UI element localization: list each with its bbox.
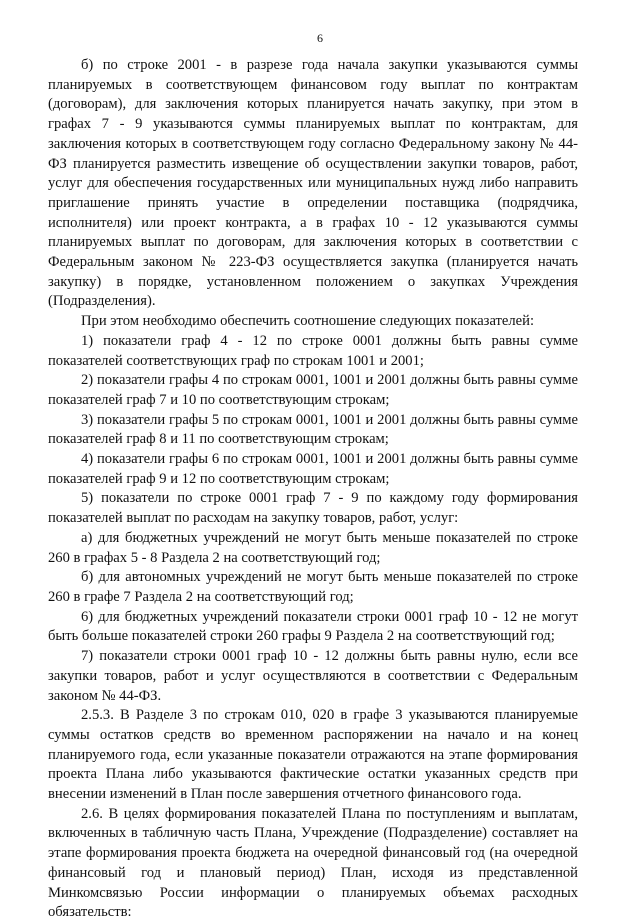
- paragraph-rule-7: 7) показатели строки 0001 граф 10 - 12 должны быть равны нулю, если все закупки товаров, работ и услуг осуществляются в соответствии с Федеральным законом № 44-ФЗ.: [48, 648, 578, 704]
- page-number: 6: [317, 31, 323, 45]
- paragraph-rule-2: 2) показатели графы 4 по строкам 0001, 1001 и 2001 должны быть равны сумме показателей граф 7 и 10 по соответствующим строкам;: [48, 372, 578, 408]
- paragraph-2-6: 2.6. В целях формирования показателей Плана по поступлениям и выплатам, включенных в табличную часть Плана, Учреждение (Подразделение) составляет на этапе формирования проекта бюджета на очередной финансовый год (на очередной финансовый год и плановый период) План, исходя из представленной Минкомсвязью России информации о планируемых объемах расходных обязательств:: [48, 805, 578, 921]
- paragraph-b-row-2001: б) по строке 2001 - в разрезе года начала закупки указываются суммы планируемых в соответствующем финансовом году выплат по контрактам (договорам), для заключения которых планируется начать закупку, при этом в графах 7 - 9 указываются суммы планируемых выплат по контрактам, для заключения которых в соответствующем году согласно Федеральному закону № 44-ФЗ планируется разместить извещение об осуществлении закупки товаров, работ, услуг для обеспечения государственных или муниципальных нужд либо направить приглашение принять участие в определении поставщика (подрядчика, исполнителя) или проект контракта, а в графах 10 - 12 указываются суммы планируемых выплат по договорам, для заключения которых в соответствии с Федеральным законом № 223-ФЗ осуществляется закупка (планируется начать закупку) в порядке, установленном положением о закупках Учреждения (Подразделения).: [48, 57, 578, 310]
- paragraph-ratio-intro: При этом необходимо обеспечить соотношение следующих показателей:: [81, 313, 535, 330]
- paragraph-rule-5: 5) показатели по строке 0001 граф 7 - 9 по каждому году формирования показателей выплат по расходам на закупку товаров, работ, услуг:: [48, 490, 578, 527]
- document-body: [48, 56, 578, 923]
- paragraph-rule-5b: б) для автономных учреждений не могут быть меньше показателей по строке 260 в графе 7 Раздела 2 на соответствующий год;: [48, 569, 578, 605]
- paragraph-rule-3: 3) показатели графы 5 по строкам 0001, 1001 и 2001 должны быть равны сумме показателей граф 8 и 11 по соответствующим строкам;: [48, 411, 578, 448]
- paragraph-rule-5a: а) для бюджетных учреждений не могут быть меньше показателей по строке 260 в графах 5 - 8 Раздела 2 на соответствующий год;: [48, 529, 578, 566]
- paragraph-2-5-3: 2.5.3. В Разделе 3 по строкам 010, 020 в графе 3 указываются планируемые суммы остатков средств во временном распоряжении на начало и на конец планируемого года, если указанные показатели отражаются на этапе формирования проекта Плана либо указываются фактические остатки указанных средств при внесении изменений в План после завершения отчетного финансового года.: [48, 707, 578, 803]
- paragraph-rule-4: 4) показатели графы 6 по строкам 0001, 1001 и 2001 должны быть равны сумме показателей граф 9 и 12 по соответствующим строкам;: [48, 451, 578, 487]
- paragraph-rule-1: 1) показатели граф 4 - 12 по строке 0001 должны быть равны сумме показателей соответствующих граф по строкам 1001 и 2001;: [48, 332, 578, 369]
- paragraph-rule-6: 6) для бюджетных учреждений показатели строки 0001 граф 10 - 12 не могут быть больше показателей строки 260 графы 9 Раздела 2 на соответствующий год;: [48, 608, 578, 645]
